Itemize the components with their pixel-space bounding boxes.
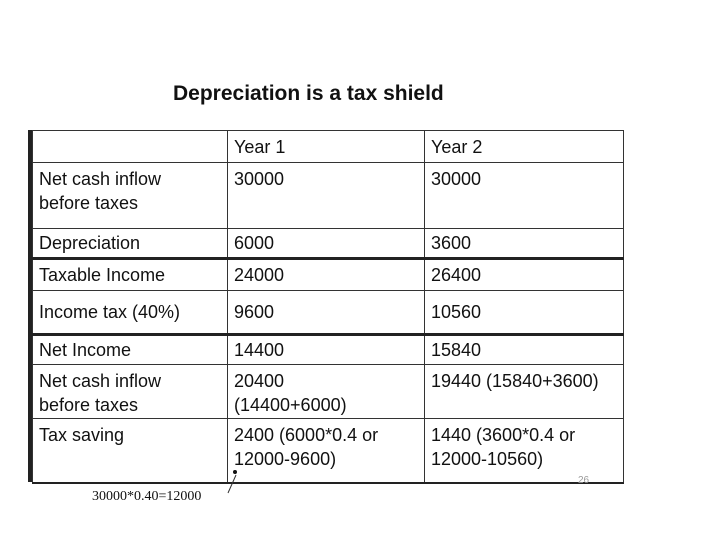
row-label: Net Income	[33, 335, 228, 365]
value-line: 1440 (3600*0.4 or	[431, 425, 576, 445]
year-2-value: 3600	[425, 229, 624, 259]
tax-shield-table	[32, 130, 624, 484]
table-row	[33, 259, 624, 291]
row-label	[33, 163, 228, 229]
slide-number: 26	[578, 475, 590, 486]
table-row	[33, 365, 624, 419]
year-1-value: 24000	[228, 259, 425, 291]
value-line: 2400 (6000*0.4 or	[234, 425, 379, 445]
footnote-calculation: 30000*0.40=12000	[92, 489, 202, 504]
header-empty-cell	[33, 131, 228, 163]
year-1-value	[228, 419, 425, 483]
slide-title: Depreciation is a tax shield	[173, 82, 444, 105]
row-label	[33, 365, 228, 419]
table-row	[33, 163, 624, 229]
row-label-line: before taxes	[39, 395, 139, 415]
table-row	[33, 291, 624, 335]
header-row	[33, 131, 624, 163]
year-1-value: 30000	[228, 163, 425, 229]
row-label: Income tax (40%)	[33, 291, 228, 335]
year-2-value: 15840	[425, 335, 624, 365]
year-1-value: 6000	[228, 229, 425, 259]
annotation-pointer-line	[226, 474, 238, 494]
value-line: 12000-9600)	[234, 449, 337, 469]
year-2-value	[425, 419, 624, 483]
row-label-line: before taxes	[39, 193, 139, 213]
year-2-value: 19440 (15840+3600)	[425, 365, 624, 419]
value-line: 20400	[234, 371, 285, 391]
row-label-line: Net cash inflow	[39, 371, 162, 391]
header-year-1: Year 1	[228, 131, 425, 163]
year-2-value: 10560	[425, 291, 624, 335]
tax-shield-table-container	[28, 130, 624, 482]
year-1-value: 9600	[228, 291, 425, 335]
year-1-value: 14400	[228, 335, 425, 365]
value-line: (14400+6000)	[234, 395, 347, 415]
row-label: Tax saving	[33, 419, 228, 483]
value-line: 12000-10560)	[431, 449, 544, 469]
row-label: Taxable Income	[33, 259, 228, 291]
year-1-value	[228, 365, 425, 419]
year-2-value: 26400	[425, 259, 624, 291]
row-label-line: Net cash inflow	[39, 169, 162, 189]
table-row	[33, 335, 624, 365]
row-label: Depreciation	[33, 229, 228, 259]
year-2-value: 30000	[425, 163, 624, 229]
table-row	[33, 419, 624, 483]
table-row	[33, 229, 624, 259]
header-year-2: Year 2	[425, 131, 624, 163]
